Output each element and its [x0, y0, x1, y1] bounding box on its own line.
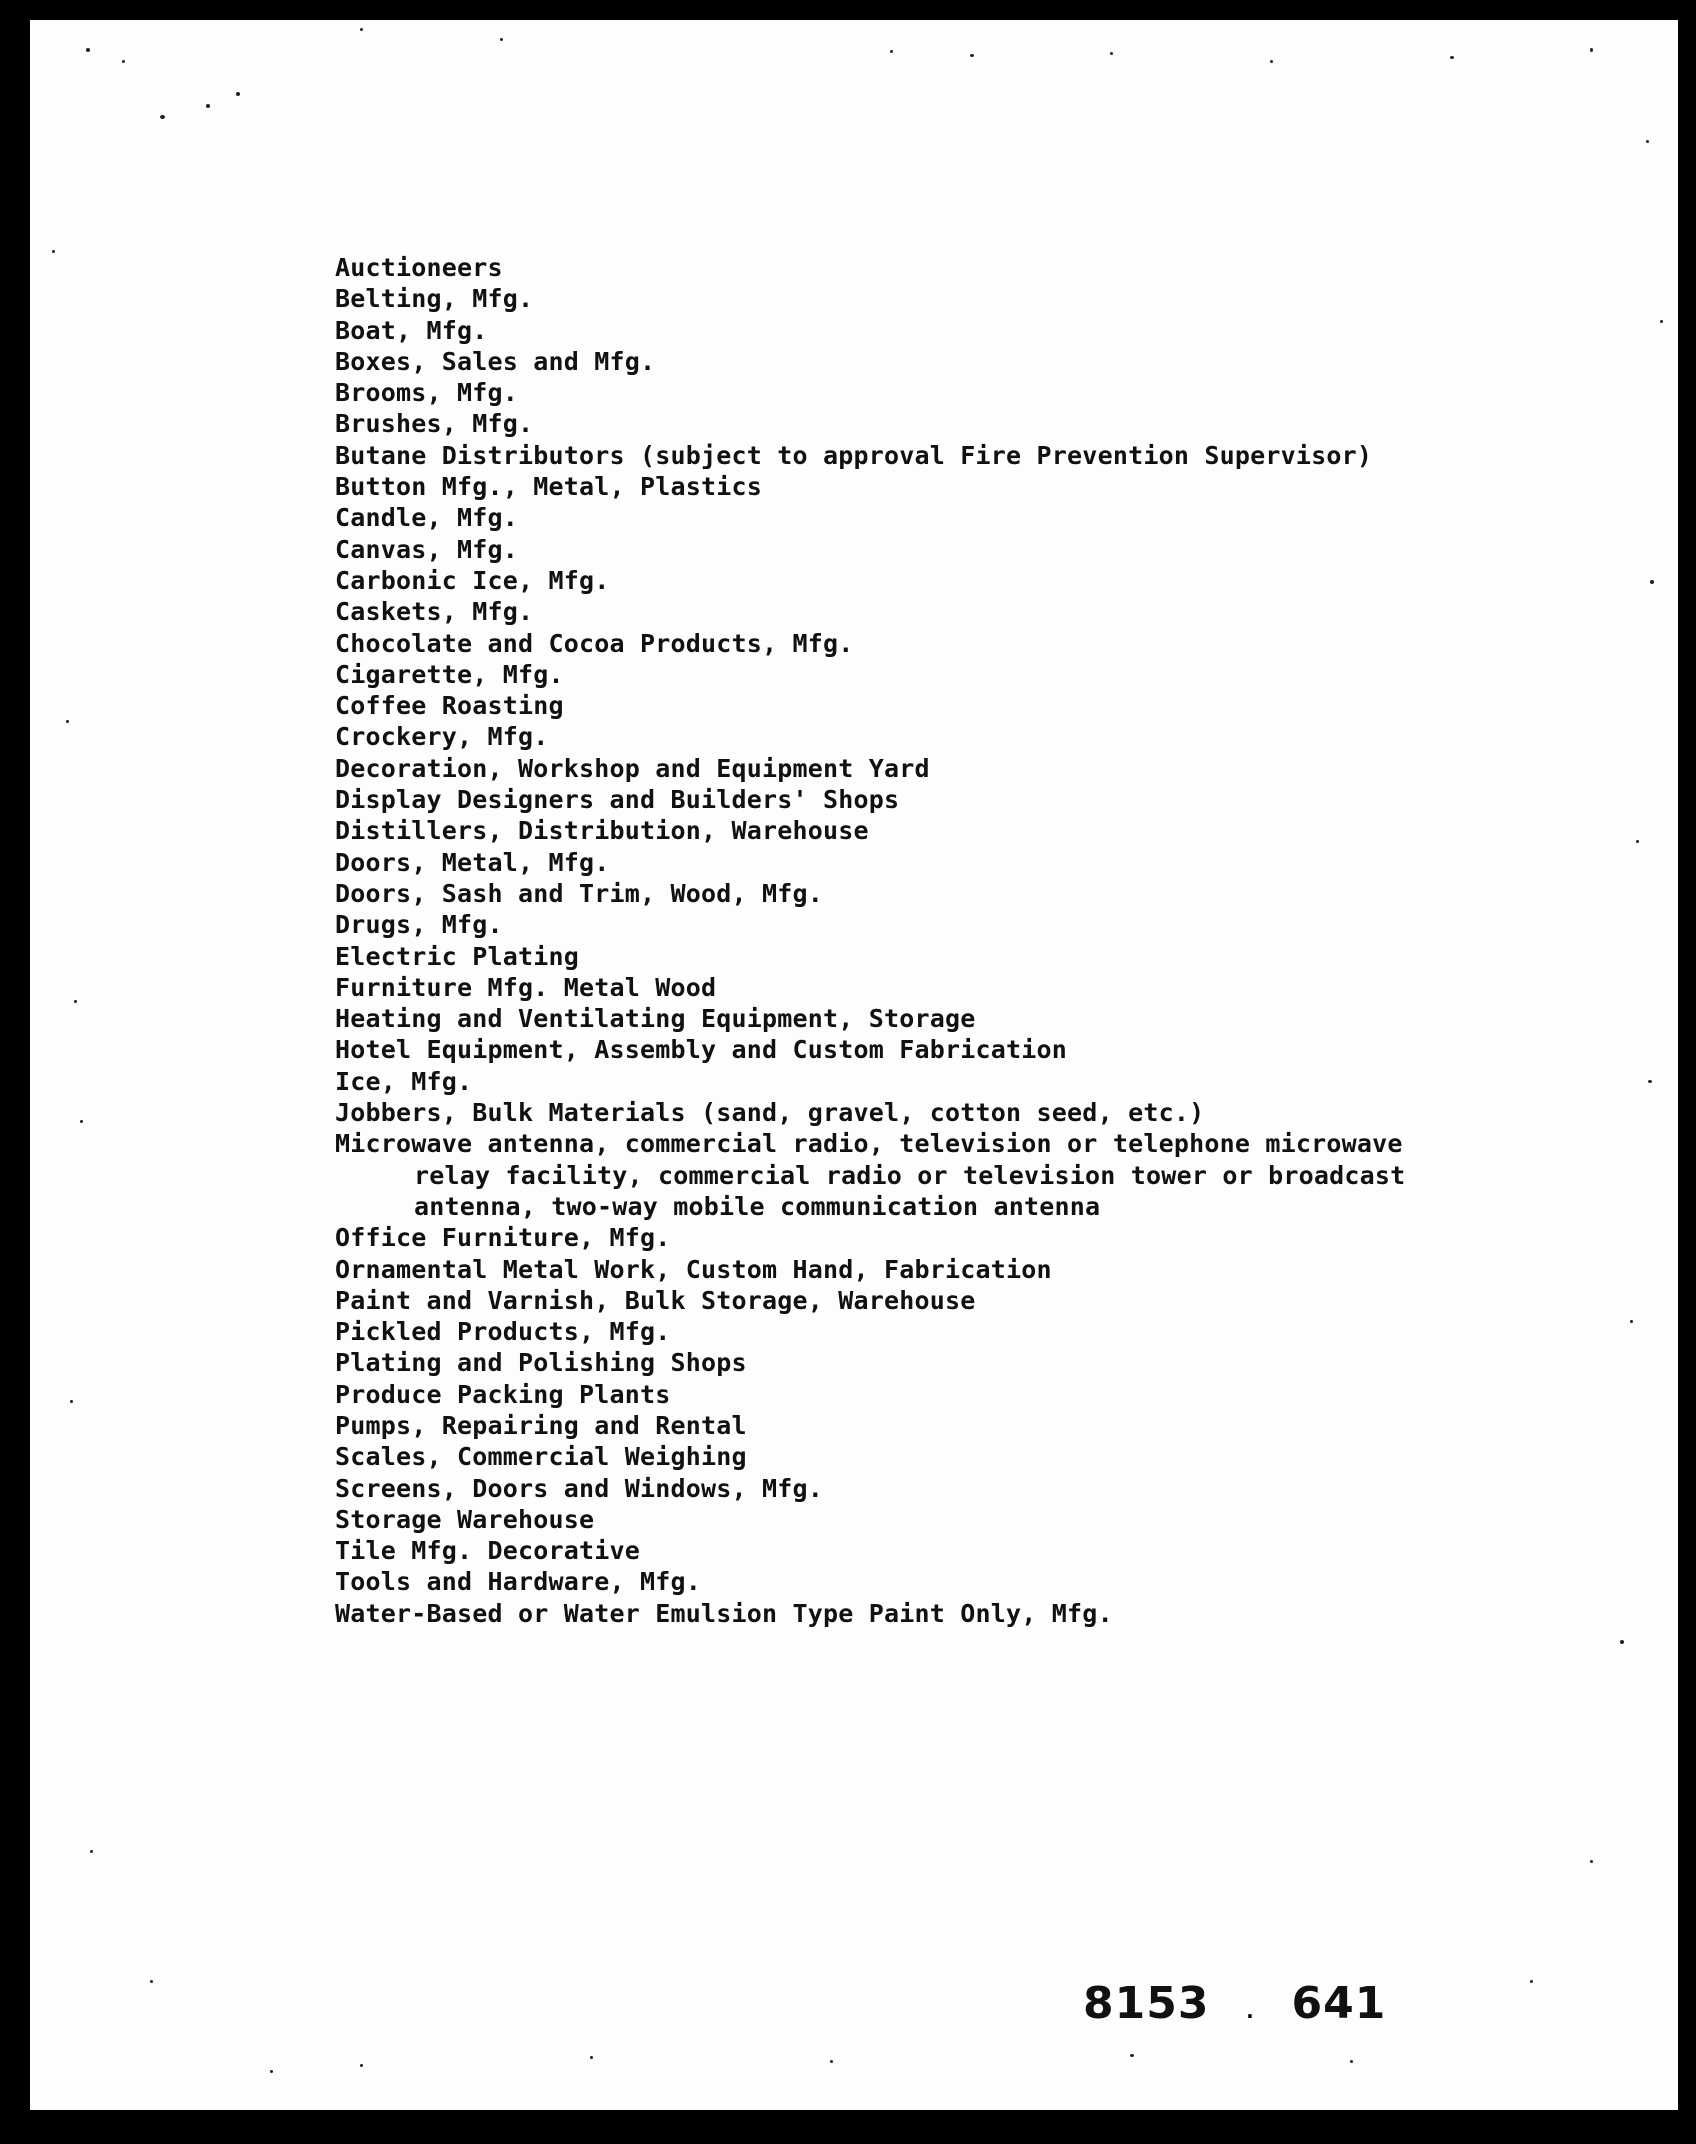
document-number	[1083, 1978, 1386, 2029]
list-item: Doors, Sash and Trim, Wood, Mfg.	[335, 878, 824, 908]
document-page	[30, 20, 1678, 2110]
list-item: Butane Distributors (subject to approval Fire Prevention Supervisor)	[335, 440, 1373, 470]
scan-speckle	[150, 1980, 153, 1983]
list-item: Heating and Ventilating Equipment, Storage	[335, 1004, 976, 1034]
list-item: Distillers, Distribution, Warehouse	[335, 816, 869, 846]
list-item: Ornamental Metal Work, Custom Hand, Fabrication	[335, 1254, 1052, 1284]
list-item: Crockery, Mfg.	[335, 722, 549, 752]
list-item: Display Designers and Builders' Shops	[335, 785, 900, 815]
list-item: Cigarette, Mfg.	[335, 659, 564, 689]
list-item: Pickled Products, Mfg.	[335, 1317, 671, 1347]
microwave-line-1: Microwave antenna, commercial radio, television or telephone microwave	[335, 1129, 1403, 1159]
list-item: Furniture Mfg. Metal Wood	[335, 972, 717, 1002]
list-item: Canvas, Mfg.	[335, 534, 519, 564]
scan-speckle	[122, 60, 125, 63]
list-item: Ice, Mfg.	[335, 1066, 473, 1096]
scan-speckle	[1350, 2060, 1353, 2063]
scan-speckle	[66, 720, 69, 723]
list-item: Water-Based or Water Emulsion Type Paint Only, Mfg.	[335, 1598, 1113, 1628]
scan-speckle	[1130, 2054, 1134, 2057]
list-item: Tools and Hardware, Mfg.	[335, 1567, 702, 1597]
scan-speckle	[830, 2060, 833, 2063]
scan-speckle	[1646, 140, 1649, 143]
list-item: Office Furniture, Mfg.	[335, 1223, 671, 1253]
list-item: Chocolate and Cocoa Products, Mfg.	[335, 628, 854, 658]
scan-speckle	[1630, 1320, 1633, 1323]
list-item: Brooms, Mfg.	[335, 378, 519, 408]
scan-speckle	[1110, 52, 1113, 55]
scan-speckle	[1530, 1980, 1533, 1983]
scan-speckle	[70, 1400, 73, 1403]
list-item-microwave	[335, 1128, 1405, 1222]
scan-speckle	[1590, 48, 1593, 52]
list-item: Auctioneers	[335, 253, 503, 282]
list-item: Brushes, Mfg.	[335, 409, 534, 439]
list-item: Tile Mfg. Decorative	[335, 1536, 641, 1566]
list-item: Jobbers, Bulk Materials (sand, gravel, cotton seed, etc.)	[335, 1098, 1205, 1128]
scan-speckle	[1620, 1640, 1624, 1644]
list-item: Belting, Mfg.	[335, 284, 534, 314]
scan-speckle	[500, 38, 503, 41]
scan-speckle	[1590, 1860, 1593, 1863]
list-item: Carbonic Ice, Mfg.	[335, 565, 610, 595]
scan-speckle	[1270, 60, 1273, 63]
list-item: Plating and Polishing Shops	[335, 1348, 747, 1378]
scan-speckle	[160, 115, 165, 119]
list-item: Button Mfg., Metal, Plastics	[335, 472, 763, 502]
scan-speckle	[80, 1120, 83, 1123]
document-number-right: 641	[1291, 1978, 1387, 2029]
list-item: Paint and Varnish, Bulk Storage, Warehouse	[335, 1285, 976, 1315]
scan-speckle	[1450, 56, 1454, 59]
list-item: Storage Warehouse	[335, 1504, 595, 1534]
scan-speckle	[1648, 1080, 1652, 1083]
microwave-line-2: relay facility, commercial radio or television tower or broadcast	[414, 1160, 1406, 1190]
scan-speckle	[1650, 580, 1654, 584]
document-number-left: 8153	[1083, 1978, 1210, 2029]
scan-speckle	[52, 250, 55, 253]
list-item: Boxes, Sales and Mfg.	[335, 346, 656, 376]
scan-speckle	[890, 50, 893, 53]
scan-speckle	[270, 2070, 273, 2073]
list-item: Hotel Equipment, Assembly and Custom Fabrication	[335, 1035, 1068, 1065]
scan-speckle	[360, 2064, 363, 2067]
scan-speckle	[86, 48, 90, 52]
list-item: Boat, Mfg.	[335, 315, 488, 345]
business-list	[335, 252, 1405, 1629]
scan-speckle	[206, 104, 210, 108]
scan-speckle	[590, 2056, 593, 2059]
list-item: Screens, Doors and Windows, Mfg.	[335, 1473, 824, 1503]
document-number-separator-dot: .	[1246, 1999, 1255, 2023]
list-item: Caskets, Mfg.	[335, 597, 534, 627]
list-item: Electric Plating	[335, 941, 580, 971]
microwave-line-3: antenna, two-way mobile communication antenna	[414, 1191, 1101, 1221]
scan-speckle	[1636, 840, 1639, 843]
scan-speckle	[236, 92, 240, 96]
list-item: Coffee Roasting	[335, 691, 564, 721]
scan-speckle	[360, 28, 363, 31]
scan-speckle	[90, 1850, 93, 1853]
scan-speckle	[970, 54, 974, 57]
list-item: Pumps, Repairing and Rental	[335, 1410, 747, 1440]
scan-speckle	[1660, 320, 1663, 323]
scan-speckle	[74, 1000, 77, 1003]
list-item: Produce Packing Plants	[335, 1379, 671, 1409]
list-item: Decoration, Workshop and Equipment Yard	[335, 753, 930, 783]
list-item: Drugs, Mfg.	[335, 910, 503, 940]
list-item: Doors, Metal, Mfg.	[335, 847, 610, 877]
list-item: Candle, Mfg.	[335, 503, 519, 533]
list-item: Scales, Commercial Weighing	[335, 1442, 747, 1472]
